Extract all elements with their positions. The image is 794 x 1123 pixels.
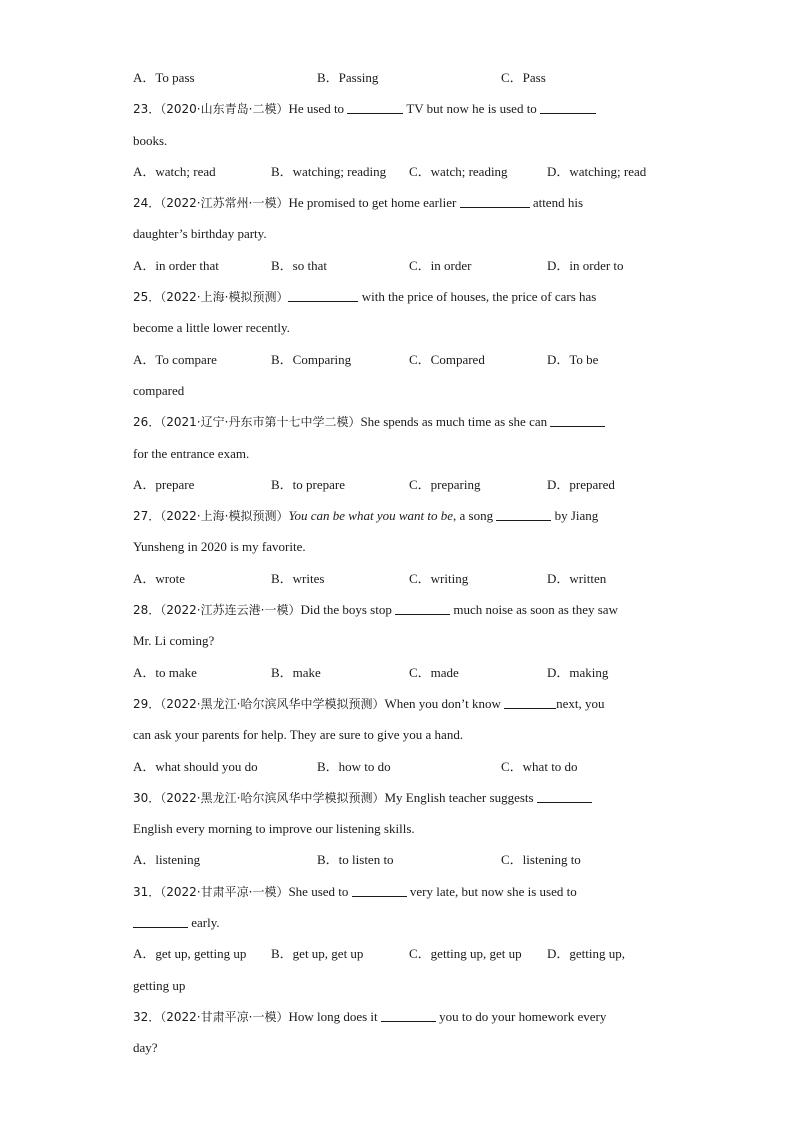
option-c[interactable]: C．getting up, get up <box>409 946 522 962</box>
question-text: How long does it <box>288 1008 381 1024</box>
options-row-q25 <box>133 344 663 375</box>
answer-blank <box>347 101 403 114</box>
option-d-cont: compared <box>133 382 185 398</box>
question-23-cont: books. <box>133 132 168 148</box>
answer-blank <box>550 414 605 427</box>
question-source: 27．（2022·上海·模拟预测） <box>133 509 289 524</box>
question-list <box>133 62 663 1064</box>
options-row-q23 <box>133 156 663 187</box>
option-a[interactable]: A．get up, getting up <box>133 946 247 962</box>
option-a[interactable]: A．prepare <box>133 476 195 492</box>
question-25-cont: become a little lower recently. <box>133 320 290 336</box>
option-a[interactable]: A．To pass <box>133 70 195 85</box>
options-row-q30 <box>133 844 663 875</box>
option-a[interactable]: A．watch; read <box>133 163 216 179</box>
options-row-q22 <box>133 62 663 93</box>
question-30 <box>133 782 663 813</box>
option-b[interactable]: B．watching; reading <box>271 163 387 179</box>
option-a[interactable]: A．wrote <box>133 570 185 586</box>
option-c[interactable]: C．preparing <box>409 476 481 492</box>
question-text: My English teacher suggests <box>384 789 537 805</box>
answer-blank <box>288 289 358 302</box>
question-source: 24．（2022·江苏常州·一模） <box>133 196 289 211</box>
question-32 <box>133 1001 663 1032</box>
answer-blank <box>496 508 551 521</box>
question-25 <box>133 281 663 312</box>
option-b[interactable]: B．get up, get up <box>271 946 364 962</box>
option-a[interactable]: A．To compare <box>133 351 217 367</box>
option-d[interactable]: D．written <box>547 570 607 586</box>
option-b[interactable]: B．how to do <box>317 758 391 774</box>
question-text: you to do your homework every <box>435 1008 607 1024</box>
question-text: next, you <box>556 695 605 711</box>
question-source: 31．（2022·甘肃平凉·一模） <box>133 884 289 899</box>
question-source: 25．（2022·上海·模拟预测） <box>133 290 289 305</box>
option-b[interactable]: B．to prepare <box>271 476 346 492</box>
question-23 <box>133 93 663 124</box>
question-text: Did the boys stop <box>300 602 396 618</box>
option-b[interactable]: B．Comparing <box>271 351 352 367</box>
options-row-q27 <box>133 563 663 594</box>
question-29-cont: can ask your parents for help. They are sure to give you a hand. <box>133 727 464 743</box>
question-text: She spends as much time as she can <box>360 414 551 430</box>
question-source: 32．（2022·甘肃平凉·一模） <box>133 1009 289 1024</box>
answer-blank <box>381 1009 436 1022</box>
question-text: When you don’t know <box>384 695 505 711</box>
question-text: She used to <box>288 883 352 899</box>
question-text: early. <box>188 915 220 931</box>
question-text: much noise as soon as they saw <box>450 602 618 618</box>
question-28-cont: Mr. Li coming? <box>133 633 215 649</box>
answer-blank <box>352 884 407 897</box>
question-32-cont: day? <box>133 1040 158 1056</box>
option-a[interactable]: A．listening <box>133 852 201 868</box>
option-c[interactable]: C．made <box>409 664 459 680</box>
option-a[interactable]: A．what should you do <box>133 758 258 774</box>
question-text: He promised to get home earlier <box>288 195 460 211</box>
question-24 <box>133 187 663 218</box>
question-29 <box>133 688 663 719</box>
option-c[interactable]: C．Pass <box>501 70 546 85</box>
question-text: He used to <box>288 101 348 117</box>
question-text: attend his <box>529 195 583 211</box>
question-text: , a song <box>453 508 497 524</box>
question-26-cont: for the entrance exam. <box>133 445 250 461</box>
option-c[interactable]: C．listening to <box>501 852 581 868</box>
question-source: 26．（2021·辽宁·丹东市第十七中学二模） <box>133 415 361 430</box>
option-b[interactable]: B．writes <box>271 570 325 586</box>
option-d[interactable]: D．getting up, <box>547 946 625 962</box>
options-row-q26 <box>133 469 663 500</box>
question-text: by Jiang <box>551 508 599 524</box>
question-source: 28．（2022·江苏连云港·一模） <box>133 603 301 618</box>
question-source: 30．（2022·黑龙江·哈尔滨风华中学模拟预测） <box>133 790 385 805</box>
option-d[interactable]: D．making <box>547 664 609 680</box>
option-d-cont: getting up <box>133 977 186 993</box>
question-28 <box>133 594 663 625</box>
answer-blank <box>540 101 596 114</box>
option-b[interactable]: B．so that <box>271 257 327 273</box>
question-27-cont: Yunsheng in 2020 is my favorite. <box>133 539 306 555</box>
question-text: TV but now he is used to <box>403 101 541 117</box>
option-b[interactable]: B．to listen to <box>317 852 394 868</box>
option-a[interactable]: A．in order that <box>133 257 219 273</box>
question-31 <box>133 876 663 907</box>
song-title: You can be what you want to be <box>288 508 453 524</box>
option-c[interactable]: C．writing <box>409 570 469 586</box>
question-30-cont: English every morning to improve our listening skills. <box>133 821 415 837</box>
question-source: 29．（2022·黑龙江·哈尔滨风华中学模拟预测） <box>133 696 385 711</box>
answer-blank <box>537 790 592 803</box>
question-source: 23．（2020·山东青岛·二模） <box>133 102 289 117</box>
option-d[interactable]: D．in order to <box>547 257 624 273</box>
question-27 <box>133 500 663 531</box>
option-c[interactable]: C．Compared <box>409 351 485 367</box>
question-26 <box>133 406 663 437</box>
answer-blank <box>460 195 530 208</box>
options-row-q24 <box>133 250 663 281</box>
option-c[interactable]: C．in order <box>409 257 472 273</box>
answer-blank <box>504 696 556 709</box>
options-row-q31 <box>133 938 663 969</box>
option-d[interactable]: D．To be <box>547 351 599 367</box>
question-31-cont <box>133 907 663 938</box>
option-c[interactable]: C．what to do <box>501 758 578 774</box>
question-24-cont: daughter’s birthday party. <box>133 226 267 242</box>
option-d[interactable]: D．prepared <box>547 476 615 492</box>
options-row-q29 <box>133 751 663 782</box>
options-row-q28 <box>133 657 663 688</box>
option-c[interactable]: C．watch; reading <box>409 163 508 179</box>
answer-blank <box>133 915 188 928</box>
question-text: with the price of houses, the price of cars has <box>358 289 597 305</box>
option-b[interactable]: B．Passing <box>317 70 379 85</box>
answer-blank <box>395 602 450 615</box>
option-a[interactable]: A．to make <box>133 664 197 680</box>
option-b[interactable]: B．make <box>271 664 321 680</box>
option-d[interactable]: D．watching; read <box>547 163 647 179</box>
question-text: very late, but now she is used to <box>406 883 577 899</box>
